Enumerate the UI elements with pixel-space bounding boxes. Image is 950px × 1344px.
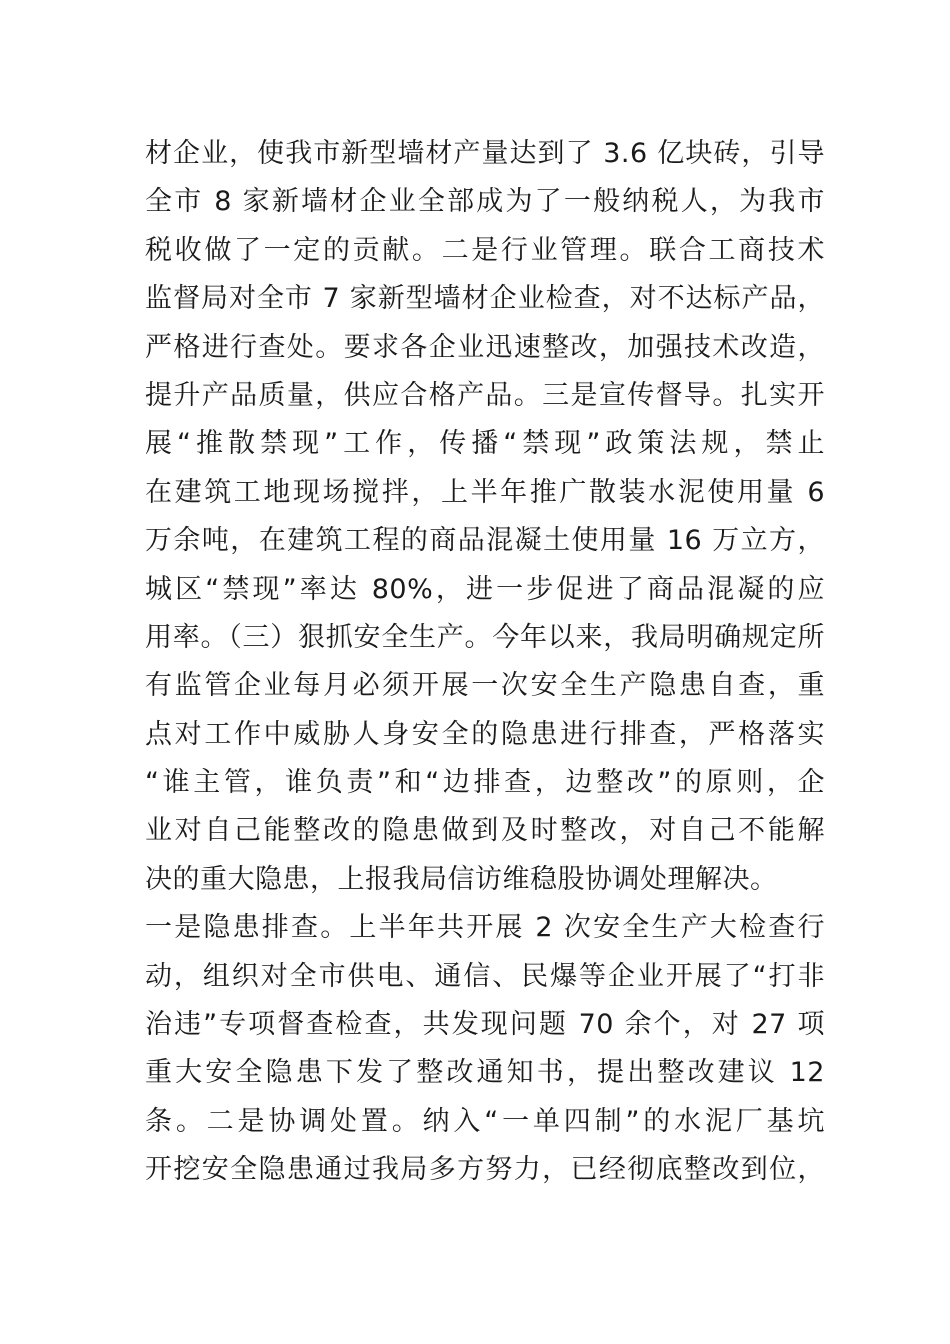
text-line: 有监管企业每月必须开展一次安全生产隐患自查，重 xyxy=(145,670,825,702)
text-line: 决的重大隐患，上报我局信访维稳股协调处理解决。 xyxy=(145,863,778,895)
text-line: 点对工作中威胁人身安全的隐患进行排查，严格落实 xyxy=(145,718,825,750)
text-line: 税收做了一定的贡献。二是行业管理。联合工商技术 xyxy=(145,234,825,266)
text-line: 万余吨，在建筑工程的商品混凝土使用量 16 万立方， xyxy=(145,525,825,557)
text-line: “谁主管，谁负责”和“边排查，边整改”的原则，企 xyxy=(145,767,825,799)
text-line: 动，组织对全市供电、通信、民爆等企业开展了“打非 xyxy=(145,960,825,992)
text-line: 一是隐患排查。上半年共开展 2 次安全生产大检查行 xyxy=(145,912,825,944)
body-paragraph xyxy=(145,130,825,1195)
text-line: 在建筑工地现场搅拌，上半年推广散装水泥使用量 6 xyxy=(145,476,825,508)
text-line: 监督局对全市 7 家新型墙材企业检查，对不达标产品， xyxy=(145,283,825,315)
text-line: 条。二是协调处置。纳入“一单四制”的水泥厂基坑 xyxy=(145,1105,825,1137)
text-line: 治违”专项督查检查，共发现问题 70 余个，对 27 项 xyxy=(145,1009,825,1041)
text-line: 重大安全隐患下发了整改通知书，提出整改建议 12 xyxy=(145,1057,825,1089)
text-line: 提升产品质量，供应合格产品。三是宣传督导。扎实开 xyxy=(145,379,825,411)
text-line: 业对自己能整改的隐患做到及时整改，对自己不能解 xyxy=(145,815,825,847)
text-line: 全市 8 家新墙材企业全部成为了一般纳税人，为我市 xyxy=(145,186,825,218)
text-line: 开挖安全隐患通过我局多方努力，已经彻底整改到位， xyxy=(145,1154,825,1186)
text-line: 城区“禁现”率达 80%，进一步促进了商品混凝的应 xyxy=(145,573,825,605)
text-line: 严格进行查处。要求各企业迅速整改，加强技术改造， xyxy=(145,331,825,363)
text-line: 展“推散禁现”工作，传播“禁现”政策法规，禁止 xyxy=(145,428,825,460)
text-line: 材企业，使我市新型墙材产量达到了 3.6 亿块砖，引导 xyxy=(145,138,825,169)
text-line: 用率。（三）狠抓安全生产。今年以来，我局明确规定所 xyxy=(145,621,825,653)
